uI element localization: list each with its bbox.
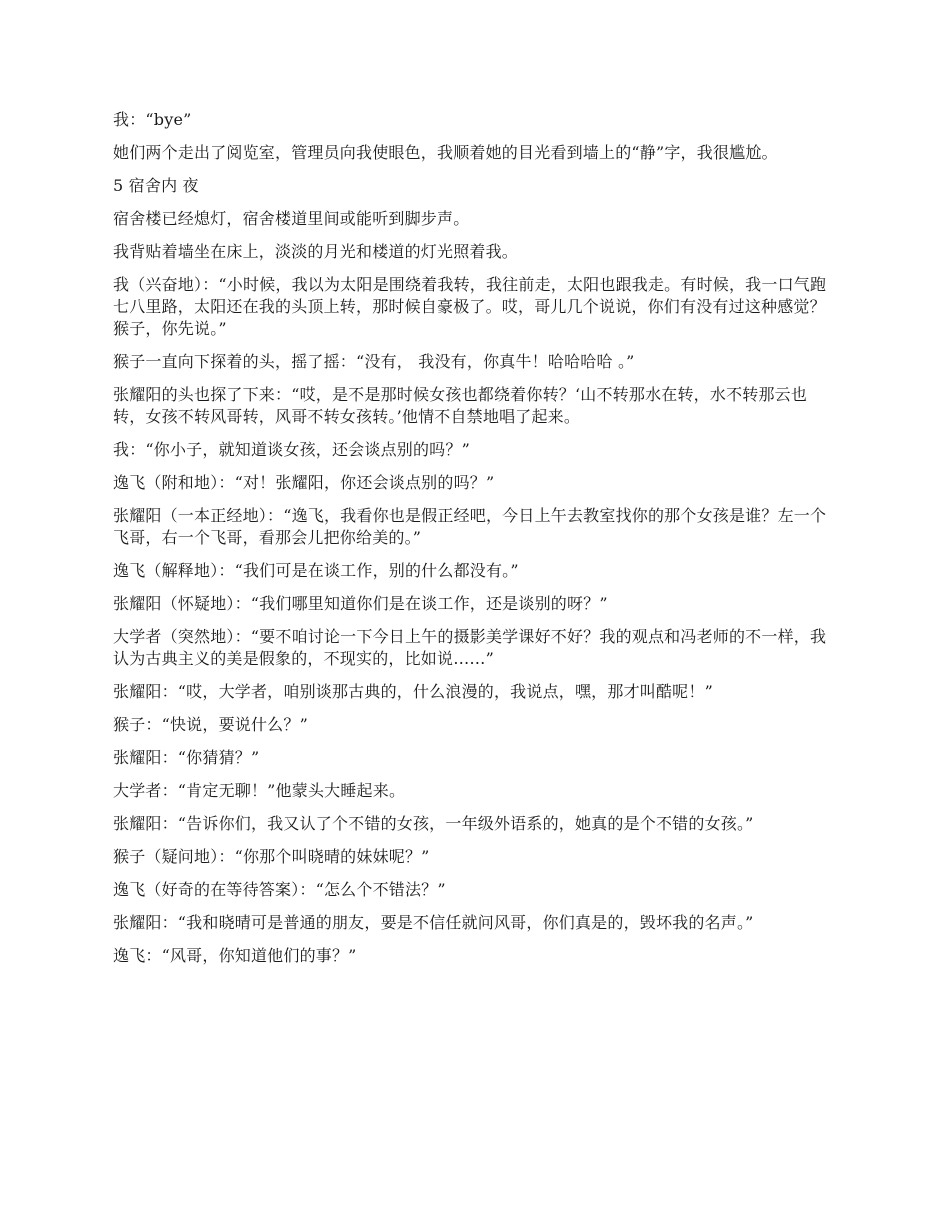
paragraph: 宿舍楼已经熄灯，宿舍楼道里间或能听到脚步声。 [113, 209, 470, 228]
paragraph: 猴子：“快说，要说什么？” [113, 715, 308, 734]
paragraph: 逸飞：“风哥，你知道他们的事？” [113, 946, 357, 965]
paragraph: 逸飞（好奇的在等待答案）：“怎么个不错法？” [113, 880, 446, 899]
paragraph: 张耀阳：“哎，大学者，咱别谈那古典的，什么浪漫的，我说点，嘿，那才叫酷呢！” [113, 682, 713, 701]
paragraph: 我：“你小子，就知道谈女孩，还会谈点别的吗？” [113, 440, 470, 459]
paragraph: 张耀阳（一本正经地）：“逸飞，我看你也是假正经吧，今日上午去教室找你的那个女孩是谁？左一个飞哥，右一个飞哥，看那会儿把你给美的。” [113, 506, 827, 547]
paragraph: 大学者（突然地）：“要不咱讨论一下今日上午的摄影美学课好不好？我的观点和冯老师的不一样，我认为古典主义的美是假象的，不现实的，比如说……” [113, 627, 827, 668]
paragraph: 我：“bye” [113, 110, 192, 129]
paragraph: 我背贴着墙坐在床上，淡淡的月光和楼道的灯光照着我。 [113, 242, 519, 261]
paragraph: 张耀阳（怀疑地）：“我们哪里知道你们是在谈工作，还是谈别的呀？” [113, 594, 608, 613]
paragraph: 张耀阳：“你猜猜？” [113, 748, 260, 767]
paragraph: 逸飞（附和地）：“对！张耀阳，你还会谈点别的吗？” [113, 473, 495, 492]
document-body [113, 109, 837, 978]
paragraph: 张耀阳：“我和晓晴可是普通的朋友，要是不信任就问风哥，你们真是的，毁坏我的名声。” [113, 913, 754, 932]
paragraph: 张耀阳：“告诉你们，我又认了个不错的女孩，一年级外语系的，她真的是个不错的女孩。” [113, 814, 754, 833]
paragraph: 张耀阳的头也探了下来：“哎，是不是那时候女孩也都绕着你转？‘山不转那水在转，水不转那云也转，女孩不转风哥转，风哥不转女孩转。’他情不自禁地唱了起来。 [113, 385, 808, 426]
scene-heading: 5 宿舍内 夜 [113, 176, 199, 195]
paragraph: 猴子一直向下探着的头，摇了摇：“没有， 我没有，你真牛！哈哈哈哈 。” [113, 352, 635, 371]
paragraph: 猴子（疑问地）：“你那个叫晓晴的妹妹呢？” [113, 847, 430, 866]
paragraph: 她们两个走出了阅览室，管理员向我使眼色，我顺着她的目光看到墙上的“静”字，我很尴尬。 [113, 143, 778, 162]
paragraph: 我（兴奋地）：“小时候，我以为太阳是围绕着我转，我往前走，太阳也跟我走。有时候，我一口气跑七八里路，太阳还在我的头顶上转，那时候自豪极了。哎，哥儿几个说说，你们有没有过这种感觉？猴子，你先说。” [113, 275, 827, 338]
paragraph: 逸飞（解释地）：“我们可是在谈工作，别的什么都没有。” [113, 561, 519, 580]
paragraph: 大学者：“肯定无聊！”他蒙头大睡起来。 [113, 781, 406, 800]
